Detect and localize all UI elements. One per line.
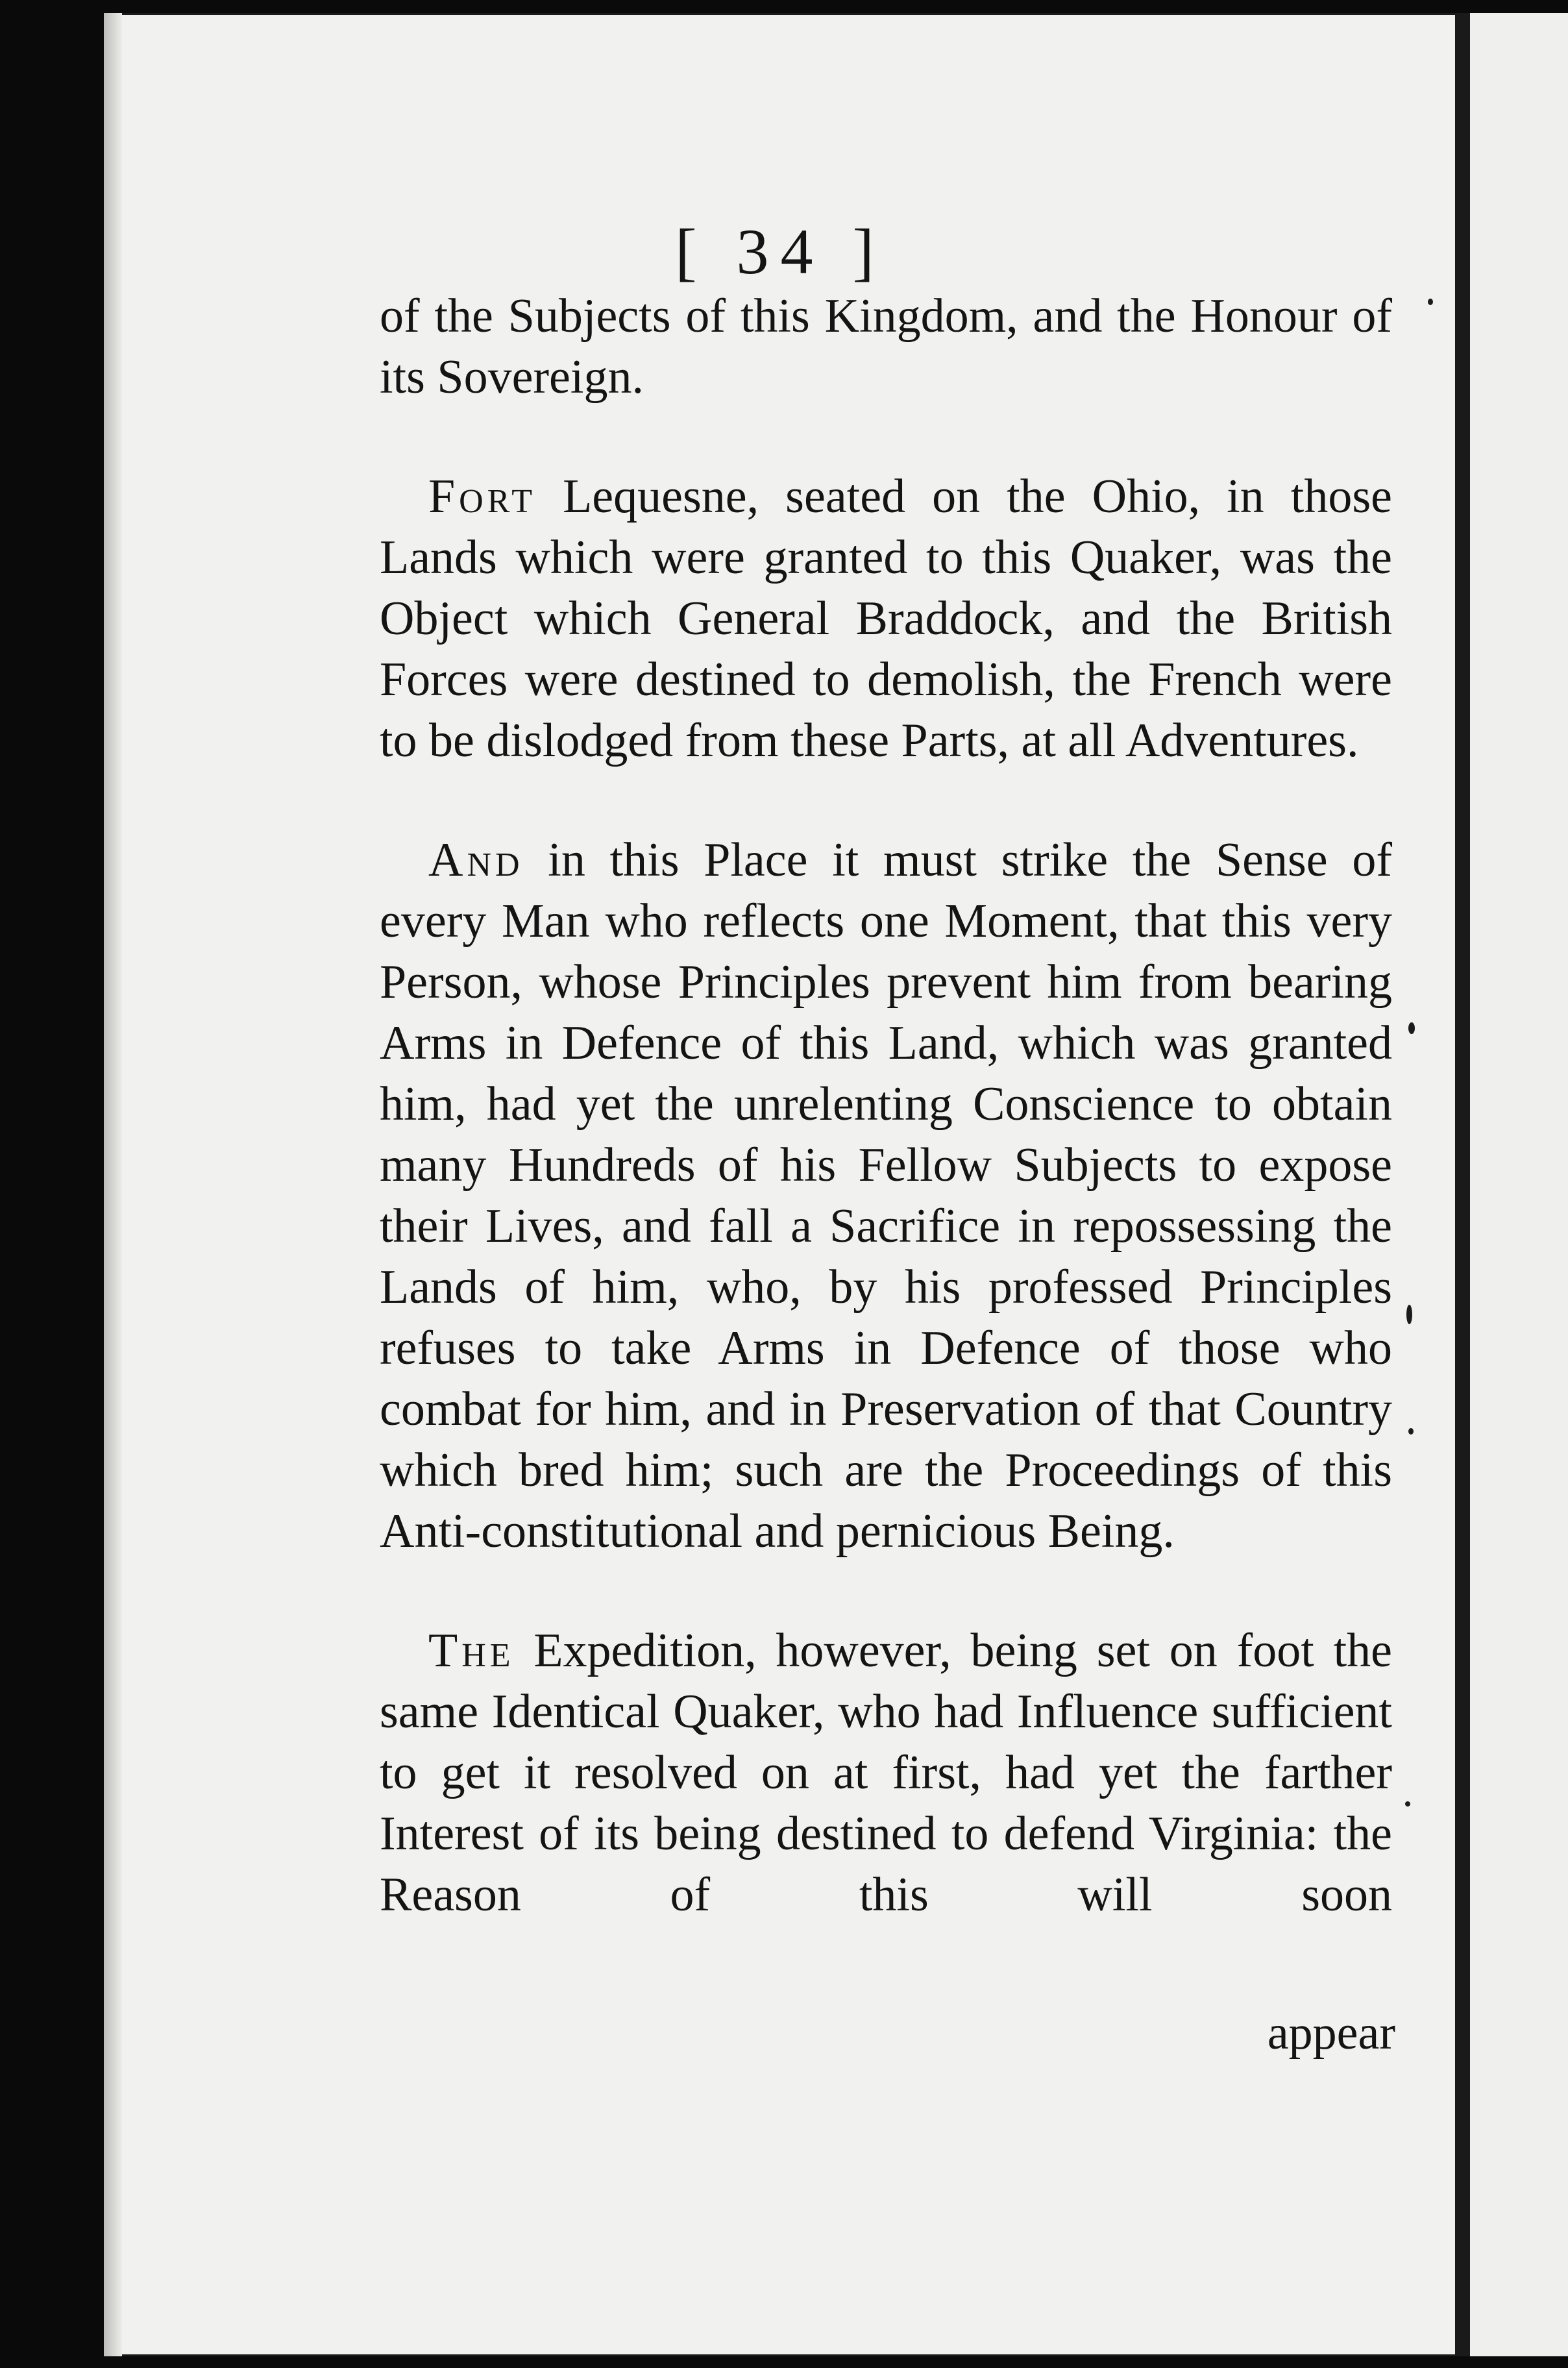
paragraph-1 xyxy=(380,286,1392,408)
page-binding-shadow xyxy=(104,13,122,2356)
paragraph-4-text: Expedition, however, being set on foot the same Identical Quaker, who had Influence sufficient to get it resolved on at first, had yet the farther Interest of its being destined to defend Virginia: the Reason of this will soon xyxy=(380,1624,1392,1921)
book-page xyxy=(104,13,1457,2356)
paragraph-3-lead: And xyxy=(428,833,524,887)
ink-speck xyxy=(1405,1801,1410,1807)
paragraph-2-text: Lequesne, seated on the Ohio, in those Lands which were granted to this Quaker, was the Object which General Braddock, and the British Forces were destined to demolish, the French were to be dislodged from these Parts, at all Adventures. xyxy=(380,470,1392,767)
ink-speck xyxy=(1408,1428,1414,1435)
paragraph-2 xyxy=(380,466,1392,771)
catchword: appear xyxy=(1267,2006,1395,2060)
paragraph-4-lead: The xyxy=(428,1624,515,1677)
paragraph-4 xyxy=(380,1620,1392,1925)
ink-speck xyxy=(1406,1305,1412,1324)
paragraph-3 xyxy=(380,830,1392,1562)
paragraph-2-lead: Fort xyxy=(428,470,537,523)
facing-page-edge xyxy=(1470,13,1568,2356)
ink-speck xyxy=(1408,1022,1415,1034)
paragraph-3-text: in this Place it must strike the Sense of every Man who reflects one Moment, that this very Person, whose Principles prevent him from bearing Arms in Defence of this Land, which was granted him, had yet the unrelenting Conscience to obtain many Hundreds of his Fellow Subjects to expose their Lives, and fall a Sacrifice in repossessing the Lands of him, who, by his professed Principles refuses to take Arms in Defence of those who combat for him, and in Preservation of that Country which bred him; such are the Proceedings of this Anti-constitutional and pernicious Being. xyxy=(380,833,1392,1558)
page-number: [ 34 ] xyxy=(675,216,886,288)
page-gutter xyxy=(1457,13,1470,2356)
body-text xyxy=(380,286,1392,1984)
paragraph-1-text: of the Subjects of this Kingdom, and the Honour of its Sovereign. xyxy=(380,290,1392,404)
ink-speck xyxy=(1428,299,1433,305)
